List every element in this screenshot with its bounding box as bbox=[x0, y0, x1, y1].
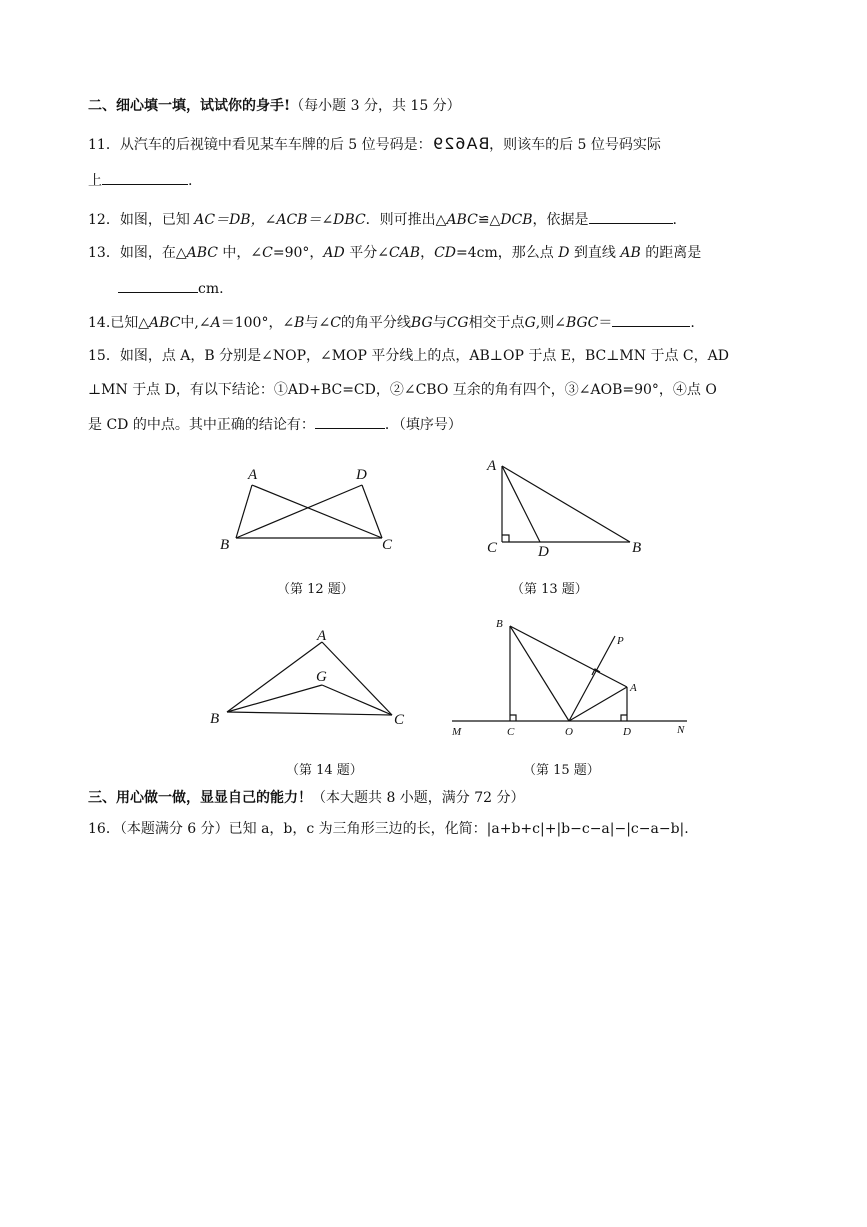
q13-unit: cm. bbox=[198, 281, 224, 297]
answer-blank-11[interactable] bbox=[102, 170, 188, 185]
section-3-note: （本大题共 8 小题，满分 72 分） bbox=[312, 790, 525, 806]
q14-t10: BG bbox=[410, 315, 433, 331]
q14-t16: BGC bbox=[565, 315, 599, 331]
segment-GC bbox=[322, 685, 392, 715]
q13-t13: 到直线 bbox=[569, 245, 621, 261]
q13-t10: CD bbox=[434, 245, 457, 261]
segment-BG bbox=[227, 685, 322, 712]
q13-t3: 中，∠ bbox=[217, 245, 263, 261]
q12-t5: ≌△ bbox=[477, 212, 501, 228]
q15-line-3 bbox=[88, 414, 462, 435]
label-P: P bbox=[617, 635, 624, 647]
q14-t4: A bbox=[210, 315, 221, 331]
q14-t8: C bbox=[330, 315, 341, 331]
label-D: D bbox=[538, 544, 549, 560]
caption-fig-13: （第 13 题） bbox=[511, 582, 588, 597]
figure-13 bbox=[480, 452, 660, 562]
answer-blank-12[interactable] bbox=[589, 209, 673, 224]
q15-text-2: ⊥MN 于点 D，有以下结论：①AD+BC=CD，②∠CBO 互余的角有四个，③∠AOB=90°，④点 O bbox=[88, 382, 717, 398]
q11-text-a: 11．从汽车的后视镜中看见某车车牌的后 5 位号码是： bbox=[88, 137, 432, 153]
segment-BC bbox=[227, 712, 392, 715]
q14-t15: ,则∠ bbox=[535, 315, 566, 331]
q14-t13: 相交于点 bbox=[468, 315, 525, 331]
label-C: C bbox=[507, 726, 515, 738]
q14-line: 14.已知△ABC中,∠A＝100°，∠B与∠C的角平分线BG与CG相交于点G,则∠BGC＝ . bbox=[88, 312, 695, 333]
q11-text-c: 上 bbox=[88, 173, 102, 189]
right-angle-mark bbox=[502, 535, 509, 542]
label-B: B bbox=[632, 540, 642, 556]
label-C: C bbox=[382, 537, 393, 553]
answer-blank-13[interactable] bbox=[118, 278, 198, 293]
segment-BO bbox=[510, 626, 569, 721]
q13-t9: ， bbox=[420, 245, 435, 261]
q14-t14: G bbox=[524, 315, 536, 331]
segment-AB bbox=[227, 642, 322, 712]
q14-t5: ＝100°，∠ bbox=[220, 315, 295, 331]
q14-t9: 的角平分线 bbox=[340, 315, 411, 331]
q13-t4: C bbox=[262, 245, 273, 261]
mirrored-license-plate: BA629 bbox=[431, 134, 490, 153]
label-A: A bbox=[630, 682, 637, 694]
label-D: D bbox=[623, 726, 631, 738]
right-angle-mark-D bbox=[621, 715, 627, 721]
segment-AB bbox=[236, 485, 252, 538]
q12-t6: DCB bbox=[500, 212, 533, 228]
q14-t2: ABC bbox=[149, 315, 181, 331]
q14-t7: 与∠ bbox=[304, 315, 331, 331]
q12-t2: AC＝DB，∠ACB＝∠DBC bbox=[194, 212, 366, 228]
label-O: O bbox=[565, 726, 573, 738]
label-A: A bbox=[317, 628, 327, 644]
answer-blank-14[interactable] bbox=[612, 312, 690, 327]
section-3-heading bbox=[88, 788, 525, 808]
caption-fig-12: （第 12 题） bbox=[277, 582, 354, 597]
q13-line-2 bbox=[118, 278, 224, 299]
label-D: D bbox=[356, 467, 367, 483]
q14-t3: 中,∠ bbox=[180, 315, 211, 331]
label-M: M bbox=[452, 726, 462, 738]
q12-t7: ，依据是 bbox=[532, 212, 589, 228]
q14-t17: ＝ bbox=[598, 315, 613, 331]
label-A: A bbox=[487, 458, 497, 474]
ray-OP bbox=[569, 636, 615, 721]
q13-t11: =4cm，那么点 bbox=[456, 245, 559, 261]
q11-line-1 bbox=[88, 134, 661, 155]
q15-text-1: 15．如图，点 A，B 分别是∠NOP，∠MOP 平分线上的点，AB⊥OP 于点 E，BC⊥MN 于点 C，AD bbox=[88, 348, 729, 364]
q15-text-3: 是 CD 的中点。其中正确的结论有： bbox=[88, 417, 315, 433]
label-G: G bbox=[316, 669, 327, 685]
q13-line-1 bbox=[88, 243, 701, 263]
q12-t3: ．则可推出△ bbox=[365, 212, 447, 228]
section-2-note: （每小题 3 分，共 15 分） bbox=[290, 98, 461, 114]
q12-t4: ABC bbox=[446, 212, 478, 228]
q11-text-b: ，则该车的后 5 位号码实际 bbox=[489, 137, 661, 153]
q14-t1: 14.已知△ bbox=[88, 315, 150, 331]
right-angle-mark-C bbox=[510, 715, 516, 721]
q16-text: 16．（本题满分 6 分）已知 a，b，c 为三角形三边的长，化简：|a+b+c|+|b−c−a|−|c−a−b|. bbox=[88, 821, 689, 837]
label-B: B bbox=[210, 711, 220, 727]
answer-blank-15[interactable] bbox=[315, 414, 385, 429]
section-2-title: 二、细心填一填，试试你的身手! bbox=[88, 98, 291, 114]
q13-t5: =90°， bbox=[272, 245, 324, 261]
segment-BA bbox=[510, 626, 627, 687]
figure-12 bbox=[210, 455, 410, 565]
q11-line-2: 上 . bbox=[88, 170, 192, 191]
label-B: B bbox=[496, 618, 503, 630]
q13-t8: CAB bbox=[388, 245, 421, 261]
segment-AC bbox=[252, 485, 382, 538]
q13-t7: 平分∠ bbox=[344, 245, 389, 261]
q14-t6: B bbox=[294, 315, 305, 331]
q15-line-2 bbox=[88, 380, 717, 400]
q13-t12: D bbox=[558, 245, 570, 261]
q13-t1: 13．如图，在△ bbox=[88, 245, 187, 261]
q13-t2: ABC bbox=[186, 245, 218, 261]
figure-15 bbox=[445, 610, 695, 745]
segment-AC bbox=[322, 642, 392, 715]
q12-t1: 12．如图，已知 bbox=[88, 212, 195, 228]
label-N: N bbox=[677, 724, 685, 736]
q15-line-1 bbox=[88, 346, 729, 366]
label-C: C bbox=[487, 540, 498, 556]
q13-t15: 的距离是 bbox=[640, 245, 702, 261]
q14-t11: 与 bbox=[432, 315, 447, 331]
figure-14 bbox=[205, 622, 415, 732]
q13-t6: AD bbox=[323, 245, 345, 261]
q14-t12: CG bbox=[446, 315, 469, 331]
label-B: B bbox=[220, 537, 230, 553]
q13-t14: AB bbox=[620, 245, 641, 261]
segment-DC bbox=[362, 485, 382, 538]
q15-text-4: ．（填序号） bbox=[384, 417, 462, 433]
label-A: A bbox=[248, 467, 258, 483]
section-2-heading bbox=[88, 96, 461, 116]
section-3-title: 三、用心做一做，显显自己的能力！ bbox=[88, 790, 312, 806]
label-C: C bbox=[394, 712, 405, 728]
caption-fig-15: （第 15 题） bbox=[523, 763, 600, 778]
segment-DB bbox=[236, 485, 362, 538]
q12-line: 12．如图，已知 AC＝DB，∠ACB＝∠DBC．则可推出△ABC≌△DCB，依据是 . bbox=[88, 209, 677, 230]
q16-line bbox=[88, 819, 689, 839]
caption-fig-14: （第 14 题） bbox=[286, 763, 363, 778]
